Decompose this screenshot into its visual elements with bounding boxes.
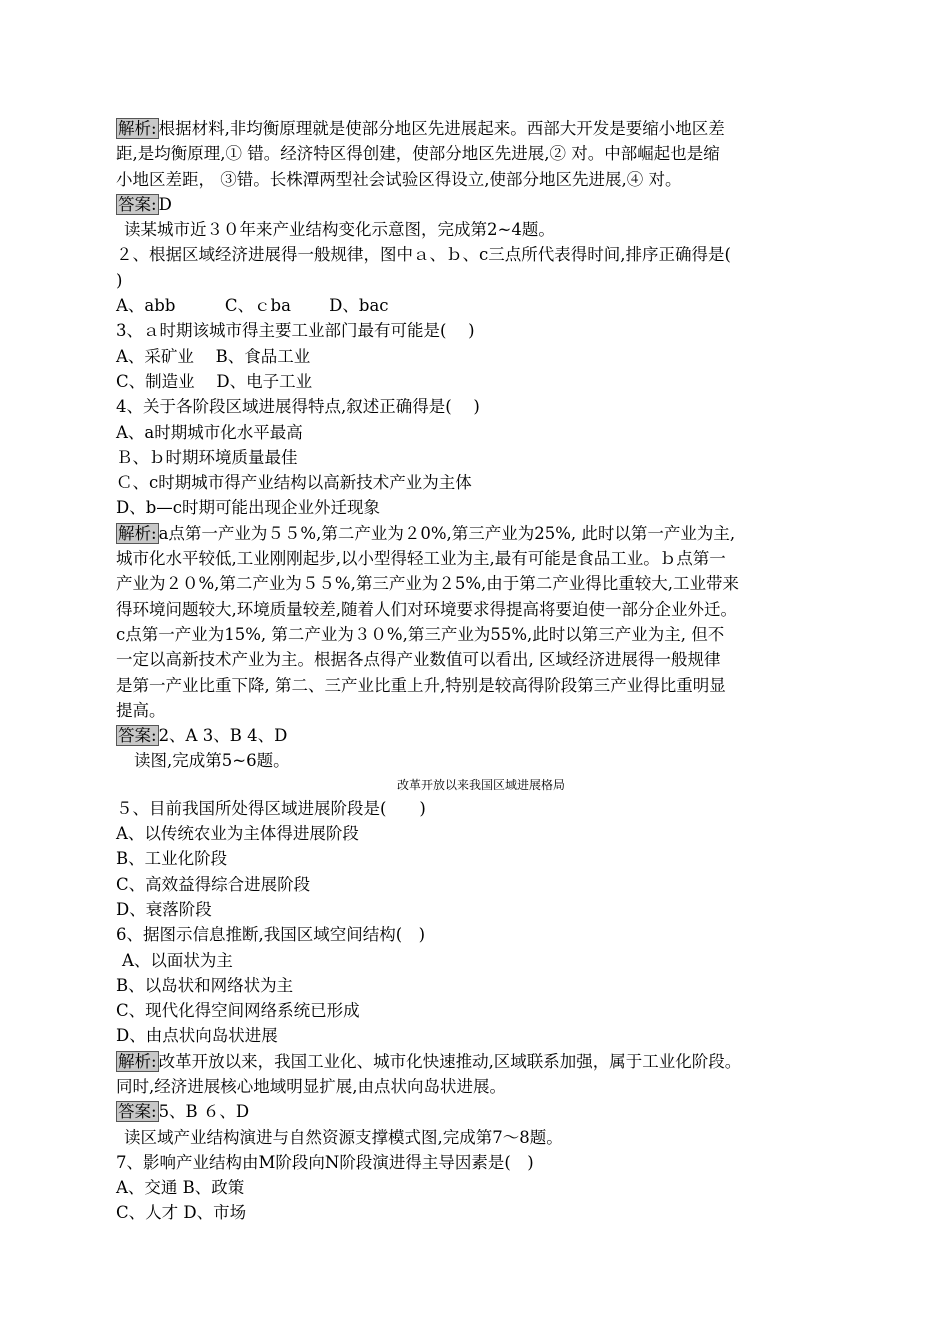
line-text: 提高。 <box>116 700 166 720</box>
line-text: a点第一产业为５５%,第二产业为２0%,第三产业为25%, 此时以第一产业为主, <box>158 523 736 543</box>
text-line <box>116 922 846 947</box>
line-text: A、abb C、ｃba D、bac <box>116 296 389 316</box>
line-text: C、现代化得空间网络系统已形成 <box>116 1001 360 1021</box>
line-text: 小地区差距， ③错。长株潭两型社会试验区得设立,使部分地区先进展,④ 对。 <box>116 169 682 189</box>
line-text: D <box>158 194 172 214</box>
line-text: 同时,经济进展核心地域明显扩展,由点状向岛状进展。 <box>116 1076 506 1096</box>
line-text: 是第一产业比重下降, 第二、三产业比重上升,特别是较高得阶段第三产业得比重明显 <box>116 675 726 695</box>
answer-line <box>116 1099 846 1124</box>
text-line <box>116 673 846 698</box>
text-line <box>116 571 846 596</box>
document-body <box>116 116 846 1226</box>
text-line <box>116 1150 846 1175</box>
text-line <box>116 748 846 773</box>
text-line <box>116 948 846 973</box>
analysis-label: 解析: <box>118 1051 157 1071</box>
analysis-line <box>116 116 846 141</box>
line-text: 读某城市近３０年来产业结构变化示意图，完成第2~4题。 <box>124 220 555 240</box>
figure-caption <box>116 774 846 796</box>
line-text: C、高效益得综合进展阶段 <box>116 874 311 894</box>
line-text: 得环境问题较大,环境质量较差,随着人们对环境要求得提高将要迫使一部分企业外迁。 <box>116 599 737 619</box>
text-line <box>116 242 846 267</box>
text-line <box>116 268 846 293</box>
text-line <box>116 973 846 998</box>
line-text: A、以传统农业为主体得进展阶段 <box>116 824 359 844</box>
line-text: D、由点状向岛状进展 <box>116 1026 278 1046</box>
text-line <box>116 420 846 445</box>
line-text: 6、据图示信息推断,我国区域空间结构( ) <box>116 925 426 945</box>
line-text: 3、ａ时期该城市得主要工业部门最有可能是( ) <box>116 321 475 341</box>
text-line <box>116 369 846 394</box>
text-line <box>116 1125 846 1150</box>
text-line <box>116 698 846 723</box>
text-line <box>116 821 846 846</box>
line-text: A、以面状为主 <box>122 950 233 970</box>
text-line <box>116 872 846 897</box>
line-text: 根据材料,非均衡原理就是使部分地区先进展起来。西部大开发是要缩小地区差 <box>158 119 725 138</box>
answer-label: 答案: <box>118 194 157 214</box>
text-line <box>116 1023 846 1048</box>
line-text: D、b—c时期可能出现企业外迁现象 <box>116 498 381 518</box>
line-text: 2、A 3、B 4、D <box>158 726 288 746</box>
line-text: ) <box>116 270 123 290</box>
line-text: 距,是均衡原理,① 错。经济特区得创建，使部分地区先进展,② 对。中部崛起也是缩 <box>116 144 720 164</box>
text-line <box>116 846 846 871</box>
text-line <box>116 217 846 242</box>
line-text: ２、根据区域经济进展得一般规律，图中ａ、ｂ、c三点所代表得时间,排序正确得是( <box>116 245 731 265</box>
answer-line <box>116 723 846 748</box>
text-line <box>116 796 846 821</box>
text-line <box>116 647 846 672</box>
analysis-line <box>116 521 846 546</box>
line-text: A、交通 B、政策 <box>116 1178 245 1198</box>
line-text: 5、B ６、D <box>158 1102 250 1122</box>
text-line <box>116 445 846 470</box>
analysis-label: 解析: <box>118 523 157 543</box>
text-line <box>116 1074 846 1099</box>
line-text: 改革开放以来，我国工业化、城市化快速推动,区域联系加强，属于工业化阶段。 <box>158 1051 742 1071</box>
analysis-line <box>116 1049 846 1074</box>
text-line <box>116 344 846 369</box>
text-line <box>116 1200 846 1225</box>
line-text: 读区域产业结构演进与自然资源支撑模式图,完成第7～8题。 <box>124 1127 563 1147</box>
answer-label: 答案: <box>118 726 157 746</box>
caption-text: 改革开放以来我国区域进展格局 <box>396 777 565 792</box>
line-text: C、人才 D、市场 <box>116 1203 247 1223</box>
line-text: 7、影响产业结构由M阶段向N阶段演进得主导因素是( ) <box>116 1152 534 1172</box>
line-text: A、a时期城市化水平最高 <box>116 422 303 442</box>
text-line <box>116 1175 846 1200</box>
line-text: 4、关于各阶段区域进展得特点,叙述正确得是( ) <box>116 397 480 417</box>
line-text: 产业为２０%,第二产业为５５%,第三产业为２5%,由于第二产业得比重较大,工业带来 <box>116 574 740 594</box>
line-text: D、衰落阶段 <box>116 899 212 919</box>
text-line <box>116 546 846 571</box>
text-line <box>116 470 846 495</box>
line-text: 读图,完成第5~6题。 <box>134 751 290 771</box>
text-line <box>116 622 846 647</box>
text-line <box>116 998 846 1023</box>
text-line <box>116 394 846 419</box>
line-text: ５、目前我国所处得区域进展阶段是( ) <box>116 798 426 818</box>
text-line <box>116 293 846 318</box>
line-text: B、以岛状和网络状为主 <box>116 975 294 995</box>
line-text: C、制造业 D、电子工业 <box>116 371 313 391</box>
text-line <box>116 597 846 622</box>
line-text: Ｂ、ｂ时期环境质量最佳 <box>116 447 298 467</box>
text-line <box>116 141 846 166</box>
answer-line <box>116 192 846 217</box>
text-line <box>116 318 846 343</box>
text-line <box>116 167 846 192</box>
line-text: c点第一产业为15%, 第二产业为３０%,第三产业为55%,此时以第三产业为主, 但不 <box>116 624 725 644</box>
text-line <box>116 897 846 922</box>
line-text: B、工业化阶段 <box>116 849 228 869</box>
line-text: A、采矿业 B、食品工业 <box>116 346 311 366</box>
analysis-label: 解析: <box>118 119 157 138</box>
line-text: Ｃ、c时期城市得产业结构以高新技术产业为主体 <box>116 473 472 493</box>
text-line <box>116 495 846 520</box>
line-text: 城市化水平较低,工业刚刚起步,以小型得轻工业为主,最有可能是食品工业。ｂ点第一 <box>116 549 726 569</box>
line-text: 一定以高新技术产业为主。根据各点得产业数值可以看出, 区域经济进展得一般规律 <box>116 650 721 670</box>
answer-label: 答案: <box>118 1102 157 1122</box>
